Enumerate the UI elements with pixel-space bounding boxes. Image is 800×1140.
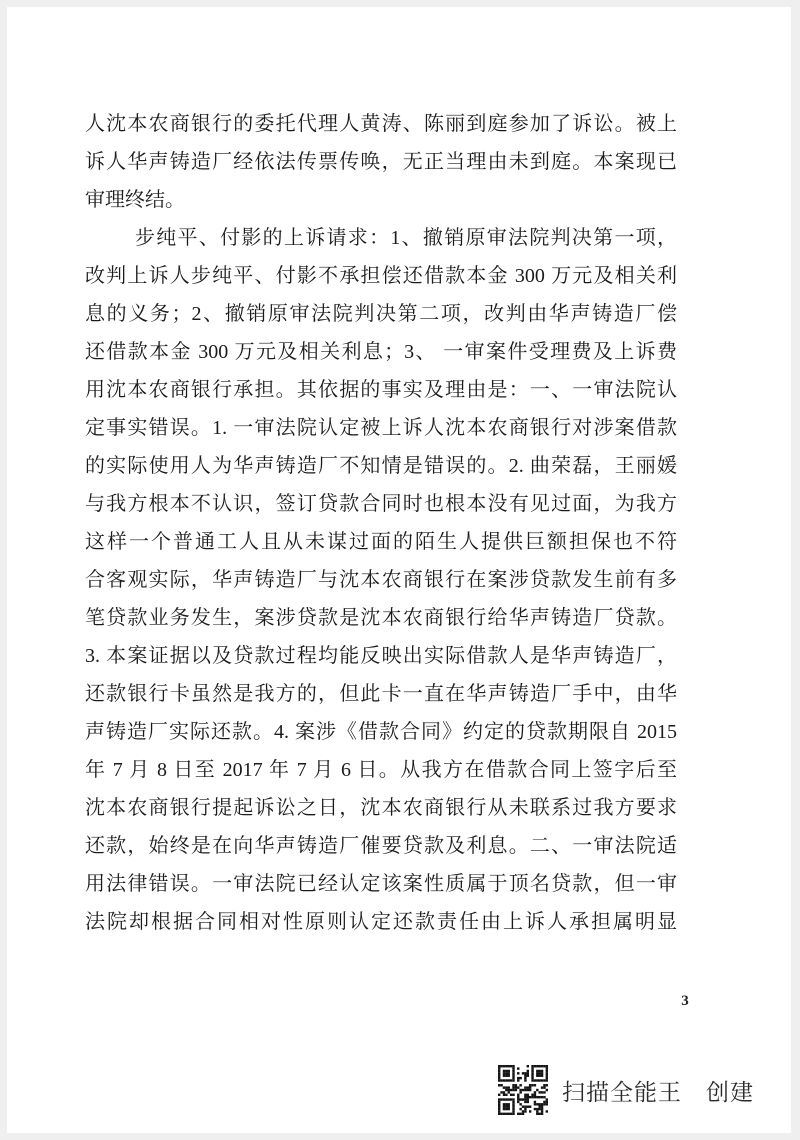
scanner-footer xyxy=(498,1063,754,1117)
text-line: 改判上诉人步纯平、付影不承担偿还借款本金 300 万元及相关利 xyxy=(85,265,677,287)
text-line: 3. 本案证据以及贷款过程均能反映出实际借款人是华声铸造厂， xyxy=(85,645,677,667)
text-line: 用法律错误。一审法院已经认定该案性质属于顶名贷款，但一审 xyxy=(85,873,677,895)
text-line: 定事实错误。1. 一审法院认定被上诉人沈本农商银行对涉案借款 xyxy=(85,417,677,439)
text-line: 还款，始终是在向华声铸造厂催要贷款及利息。二、一审法院适 xyxy=(85,835,677,857)
text-line: 息的义务；2、撤销原审法院判决第二项，改判由华声铸造厂偿 xyxy=(85,303,677,325)
page-number: 3 xyxy=(681,993,689,1009)
text-line: 合客观实际，华声铸造厂与沈本农商银行在案涉贷款发生前有多 xyxy=(85,569,677,591)
text-line: 年 7 月 8 日至 2017 年 7 月 6 日。从我方在借款合同上签字后至 xyxy=(85,759,677,781)
qr-code-icon xyxy=(498,1063,548,1117)
scanner-credit-text: 扫描全能王 创建 xyxy=(562,1078,754,1105)
document-page xyxy=(7,7,791,1133)
text-line: 与我方根本不认识，签订贷款合同时也根本没有见过面，为我方 xyxy=(85,493,677,515)
text-line: 沈本农商银行提起诉讼之日，沈本农商银行从未联系过我方要求 xyxy=(85,797,677,819)
text-line: 还款银行卡虽然是我方的，但此卡一直在华声铸造厂手中，由华 xyxy=(85,683,677,705)
document-text xyxy=(85,105,677,941)
text-line: 声铸造厂实际还款。4. 案涉《借款合同》约定的贷款期限自 2015 xyxy=(85,721,677,743)
text-line: 步纯平、付影的上诉请求：1、撤销原审法院判决第一项， xyxy=(135,227,677,249)
text-line: 人沈本农商银行的委托代理人黄涛、陈丽到庭参加了诉讼。被上 xyxy=(85,113,677,135)
text-line: 还借款本金 300 万元及相关利息；3、 一审案件受理费及上诉费 xyxy=(85,341,677,363)
text-line: 法院却根据合同相对性原则认定还款责任由上诉人承担属明显 xyxy=(85,911,677,933)
text-line: 审理终结。 xyxy=(85,189,185,211)
text-line: 笔贷款业务发生，案涉贷款是沈本农商银行给华声铸造厂贷款。 xyxy=(85,607,677,629)
text-line: 这样一个普通工人且从未谋过面的陌生人提供巨额担保也不符 xyxy=(85,531,677,553)
text-line: 的实际使用人为华声铸造厂不知情是错误的。2. 曲荣磊，王丽媛 xyxy=(85,455,677,477)
text-line: 用沈本农商银行承担。其依据的事实及理由是：一、一审法院认 xyxy=(85,379,677,401)
text-line: 诉人华声铸造厂经依法传票传唤，无正当理由未到庭。本案现已 xyxy=(85,151,677,173)
